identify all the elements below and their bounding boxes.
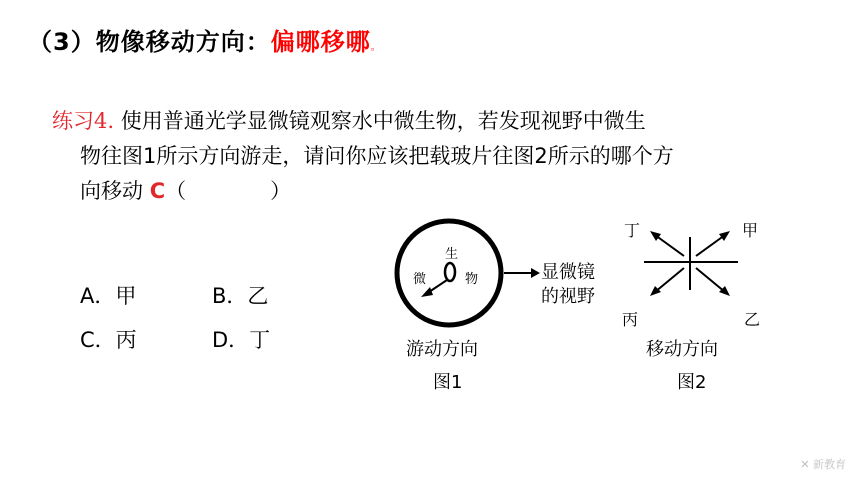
arrow-jia-head — [719, 231, 730, 241]
heading-answer: 偏哪移哪 — [270, 28, 371, 56]
fig2-label-yi: 乙 — [744, 310, 761, 329]
question-label: 练习4. — [52, 109, 115, 133]
choice-a-letter: A． — [80, 284, 116, 308]
question-line2: 物往图1所示方向游走，请问你应该把载玻片往图2所示的哪个方 — [80, 144, 674, 168]
answer-paren: （ ） — [165, 179, 292, 203]
question-line1: 使用普通光学显微镜观察水中微生物，若发现视野中微生 — [120, 109, 646, 133]
logo-icon: ✕ — [800, 458, 810, 471]
question-line3-text: 向移动 — [80, 179, 143, 203]
field-label-line1: 显微镜 — [541, 262, 595, 283]
field-label-line2: 的视野 — [541, 286, 595, 307]
arrow-ding-head — [650, 231, 661, 241]
fig1-caption: 游动方向 — [406, 339, 478, 360]
microorganism-shape — [445, 263, 455, 281]
choice-d-letter: D． — [212, 328, 250, 352]
fig1-label-top: 生 — [445, 247, 459, 262]
heading-tail: 。 — [370, 42, 382, 53]
arrow-bing-line — [655, 268, 684, 292]
watermark — [800, 456, 846, 472]
fig2-label-jia: 甲 — [742, 221, 759, 240]
arrow-yi-line — [696, 268, 725, 292]
field-pointer-arrowhead — [531, 268, 540, 278]
fig1-label-left: 微 — [413, 272, 427, 287]
arrow-jia-line — [696, 235, 725, 256]
heading-prefix: （3）物像移动方向： — [28, 28, 271, 56]
choice-b-text: 乙 — [247, 284, 269, 308]
fig1-label-right: 物 — [465, 272, 479, 287]
watermark-text: 新教育 — [813, 458, 846, 471]
choice-d-text: 丁 — [249, 328, 271, 352]
choice-a-text: 甲 — [115, 284, 137, 308]
fig2-caption: 移动方向 — [646, 339, 718, 360]
swim-direction-arrowhead — [421, 287, 433, 297]
answer-mark: C — [149, 179, 166, 203]
figure-1 — [397, 221, 595, 393]
figure-2 — [622, 221, 760, 393]
choice-c-letter: C． — [80, 328, 116, 352]
arrow-ding-line — [655, 235, 684, 256]
fig2-label-ding: 丁 — [624, 221, 641, 240]
choice-c-text: 丙 — [115, 328, 137, 352]
fig2-label-bing: 丙 — [622, 310, 639, 329]
fig1-label: 图1 — [433, 372, 463, 393]
choice-b-letter: B． — [212, 284, 248, 308]
fig2-label: 图2 — [677, 372, 707, 393]
